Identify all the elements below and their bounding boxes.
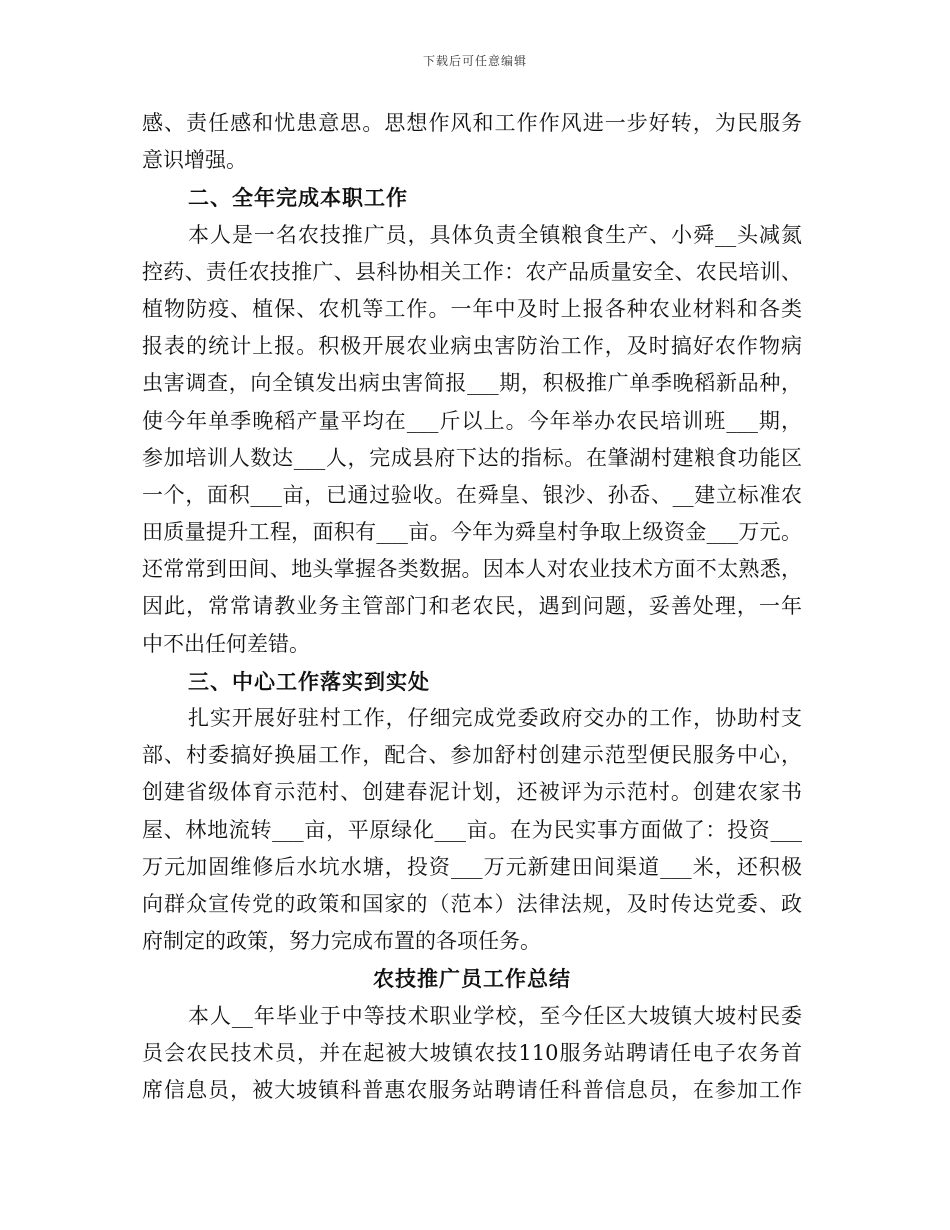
section-heading: 三、中心工作落实到实处 xyxy=(188,668,430,694)
text-line: 参加培训人数达___人，完成县府下达的指标。在肇湖村建粮食功能区 xyxy=(142,445,802,470)
text-line: 田质量提升工程，面积有___亩。今年为舜皇村争取上级资金___万元。 xyxy=(142,520,802,545)
text-line: 植物防疫、植保、农机等工作。一年中及时上报各种农业材料和各类 xyxy=(142,296,802,321)
text-line: 万元加固维修后水坑水塘，投资___万元新建田间渠道___米，还积极 xyxy=(142,854,802,879)
text-line: 府制定的政策，努力完成布置的各项任务。 xyxy=(142,929,541,954)
text-line: 意识增强。 xyxy=(142,148,247,173)
text-line: 因此，常常请教业务主管部门和老农民，遇到问题，妥善处理，一年 xyxy=(142,594,802,619)
text-line: 报表的统计上报。积极开展农业病虫害防治工作，及时搞好农作物病 xyxy=(142,334,802,359)
text-line: 向群众宣传党的政策和国家的（范本）法律法规，及时传达党委、政 xyxy=(142,891,802,916)
text-line: 感、责任感和忧患意思。思想作风和工作作风进一步好转，为民服务 xyxy=(142,111,802,135)
page-header: 下载后可任意编辑 xyxy=(422,54,527,68)
text-line: 屋、林地流转___亩，平原绿化___亩。在为民实事方面做了：投资___ xyxy=(142,817,802,842)
text-line: 员会农民技术员，并在起被大坡镇农技110服务站聘请任电子农务首 xyxy=(142,1040,802,1065)
text-line: 一个，面积___亩，已通过验收。在舜皇、银沙、孙岙、__建立标准农 xyxy=(142,482,802,507)
text-line: 本人__年毕业于中等技术职业学校，至今任区大坡镇大坡村民委 xyxy=(188,1003,802,1028)
text-line: 控药、责任农技推广、县科协相关工作：农产品质量安全、农民培训、 xyxy=(142,259,802,284)
text-line: 使今年单季晚稻产量平均在___斤以上。今年举办农民培训班___期， xyxy=(142,408,802,433)
text-line: 虫害调查，向全镇发出病虫害简报___期，积极推广单季晚稻新品种， xyxy=(142,371,802,396)
text-line: 本人是一名农技推广员，具体负责全镇粮食生产、小舜__头减氮 xyxy=(188,222,802,247)
text-line: 扎实开展好驻村工作，仔细完成党委政府交办的工作，协助村支 xyxy=(188,706,802,730)
section-heading: 二、全年完成本职工作 xyxy=(188,185,408,211)
document-title: 农技推广员工作总结 xyxy=(373,966,571,992)
document-body xyxy=(142,105,802,1109)
text-line: 席信息员，被大坡镇科普惠农服务站聘请任科普信息员，在参加工作 xyxy=(142,1077,802,1102)
text-line: 中不出任何差错。 xyxy=(142,631,310,656)
text-line: 还常常到田间、地头掌握各类数据。因本人对农业技术方面不太熟悉， xyxy=(142,557,802,582)
text-line: 创建省级体育示范村、创建春泥计划，还被评为示范村。创建农家书 xyxy=(142,780,802,805)
text-line: 部、村委搞好换届工作，配合、参加舒村创建示范型便民服务中心， xyxy=(142,743,802,768)
